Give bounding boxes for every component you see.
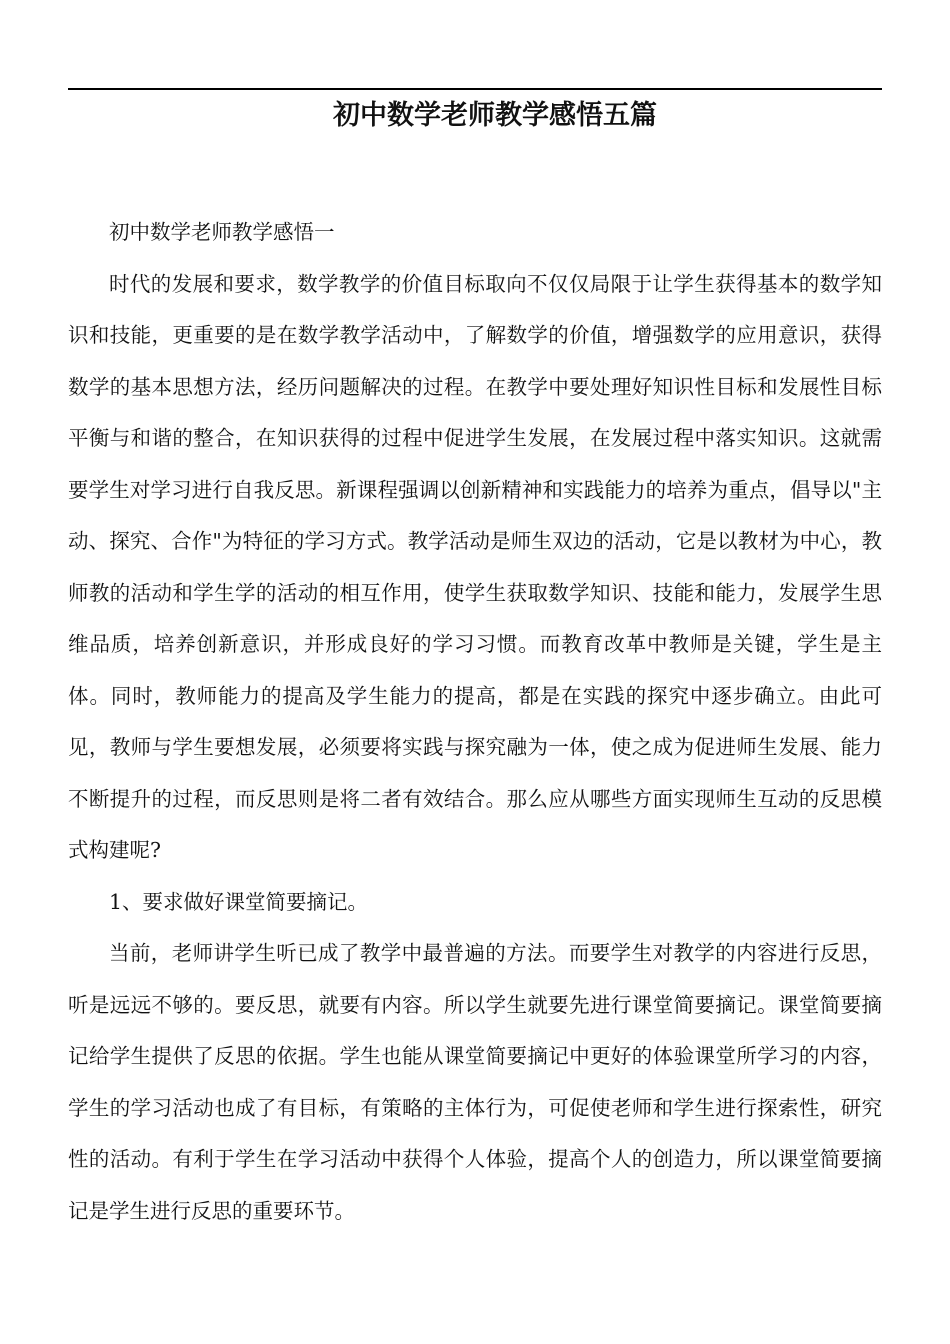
body-paragraph: 时代的发展和要求，数学教学的价值目标取向不仅仅局限于让学生获得基本的数学知识和技能，更重要的是在数学教学活动中，了解数学的价值，增强数学的应用意识，获得数学的基本思想方法，经历问题解决的过程。在教学中要处理好知识性目标和发展性目标平衡与和谐的整合，在知识获得的过程中促进学生发展，在发展过程中落实知识。这就需要学生对学习进行自我反思。新课程强调以创新精神和实践能力的培养为重点，倡导以"主动、探究、合作"为特征的学习方式。教学活动是师生双边的活动，它是以教材为中心，教师教的活动和学生学的活动的相互作用，使学生获取数学知识、技能和能力，发展学生思维品质，培养创新意识，并形成良好的学习习惯。而教育改革中教师是关键，学生是主体。同时，教师能力的提高及学生能力的提高，都是在实践的探究中逐步确立。由此可见，教师与学生要想发展，必须要将实践与探究融为一体，使之成为促进师生发展、能力不断提升的过程，而反思则是将二者有效结合。那么应从哪些方面实现师生互动的反思模式构建呢? [68,271,882,862]
body-paragraph: 当前，老师讲学生听已成了教学中最普遍的方法。而要学生对教学的内容进行反思，听是远远不够的。要反思，就要有内容。所以学生就要先进行课堂简要摘记。课堂简要摘记给学生提供了反思的依据。学生也能从课堂简要摘记中更好的体验课堂所学习的内容，学生的学习活动也成了有目标，有策略的主体行为，可促使老师和学生进行探索性，研究性的活动。有利于学生在学习活动中获得个人体验，提高个人的创造力，所以课堂简要摘记是学生进行反思的重要环节。 [68,941,882,1223]
document-title: 初中数学老师教学感悟五篇 [333,100,657,131]
section-heading: 初中数学老师教学感悟一 [109,220,335,244]
list-item-heading: 1、要求做好课堂简要摘记。 [109,889,369,914]
header-rule [68,88,882,90]
document-body [68,207,882,1237]
